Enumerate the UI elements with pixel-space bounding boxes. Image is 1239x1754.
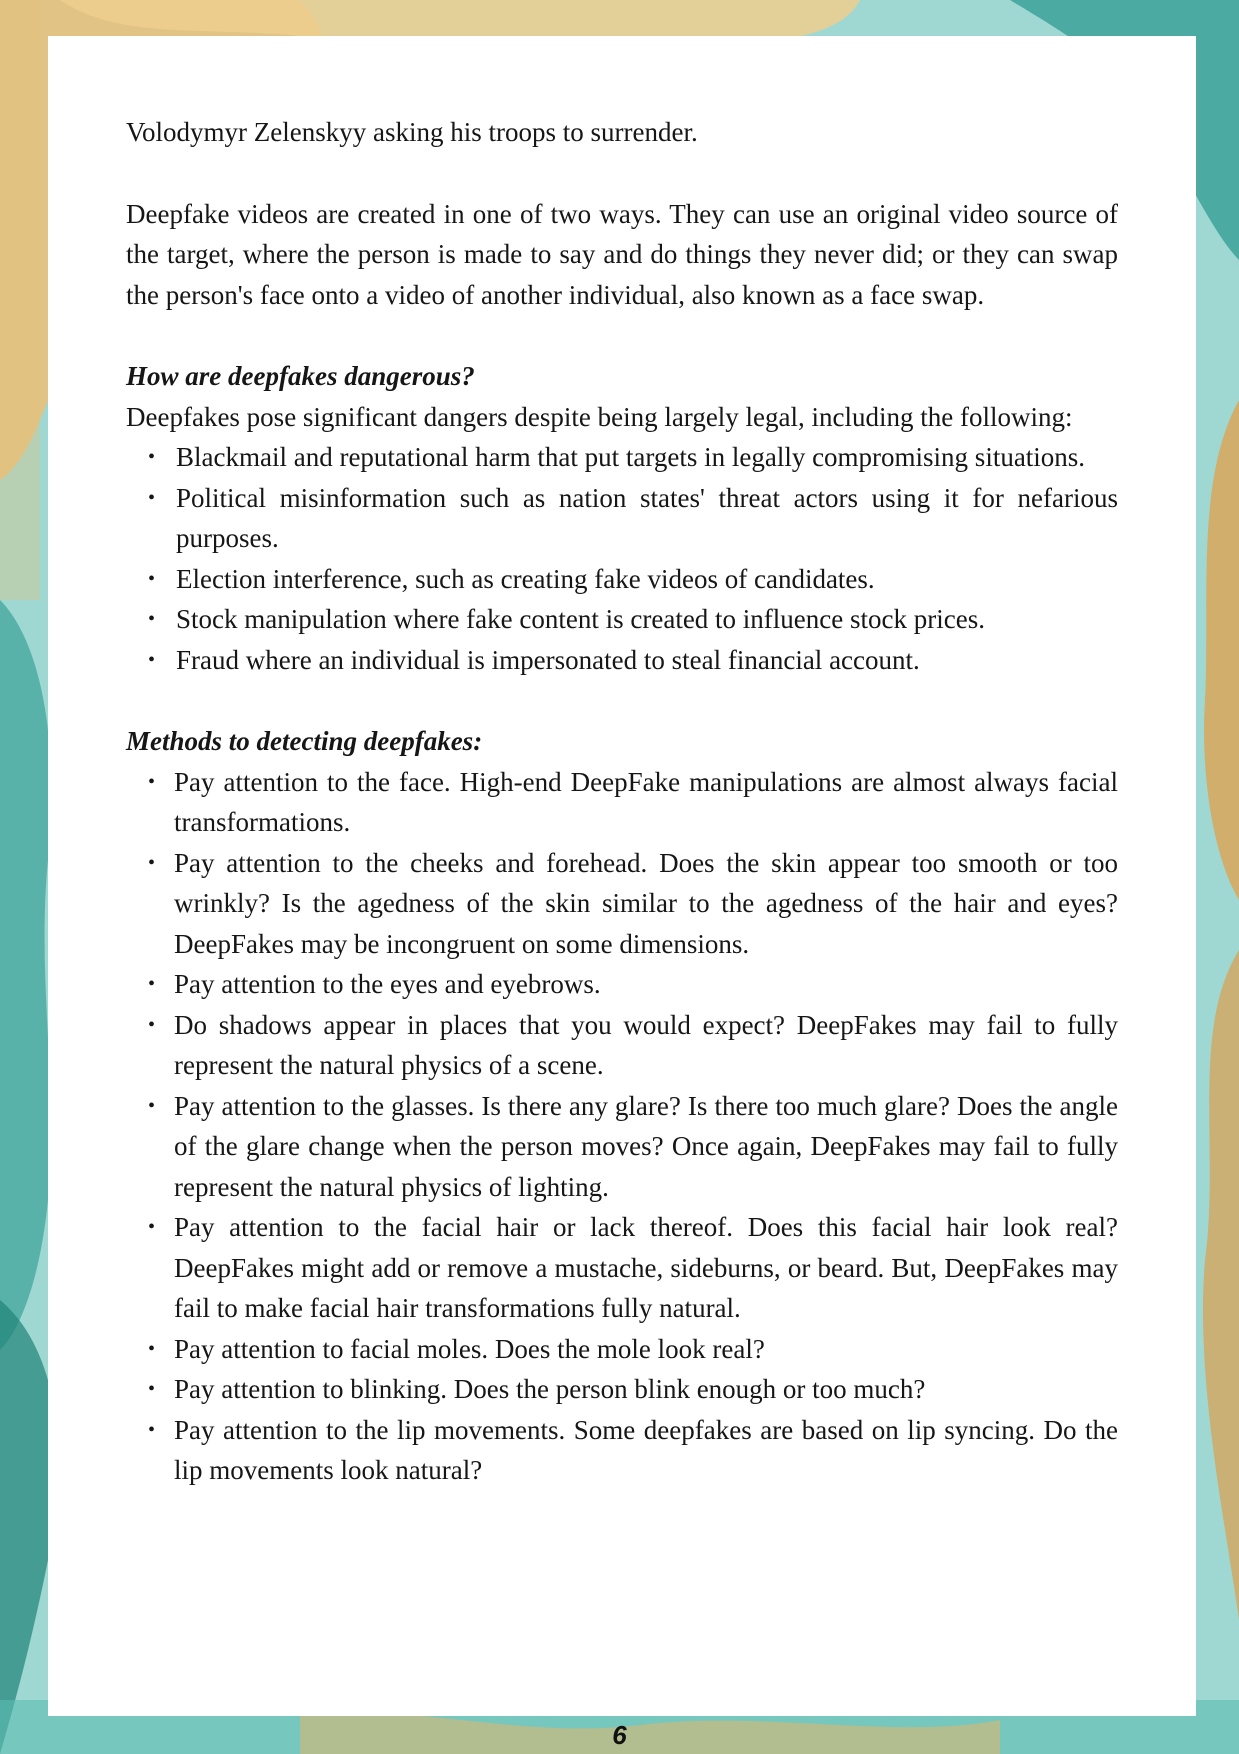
list-item-text: Election interference, such as creating fake videos of candidates. (176, 563, 875, 594)
bullet: • (148, 648, 156, 671)
list-item-text: Pay attention to the cheeks and forehead. Does the skin appear too smooth or too wrinkly? Is the agedness of the skin similar to the agedness of the hair and eyes? DeepFakes may be incongruent on some dimensions. (174, 847, 1118, 959)
bullet: • (148, 770, 156, 793)
dangers-list (126, 437, 1118, 680)
list-item-text: Stock manipulation where fake content is created to influence stock prices. (176, 604, 985, 634)
list-item (126, 559, 1118, 600)
spacer (126, 680, 1118, 721)
dangers-intro: Deepfakes pose significant dangers despite being largely legal, including the following: (126, 401, 1073, 432)
spacer (126, 315, 1118, 356)
list-item (126, 478, 1118, 559)
list-item (126, 1369, 1118, 1410)
bullet: • (148, 1094, 156, 1117)
intro-paragraph-2: Deepfake videos are created in one of two ways. They can use an original video source of the target, where the person is made to say and do things they never did; or they can swap the person's face onto a video of another individual, also known as a face swap. (126, 198, 1118, 310)
list-item-text: Pay attention to the facial hair or lack thereof. Does this facial hair look real? DeepFakes might add or remove a mustache, sideburns, or beard. But, DeepFakes may fail to make facial hair transformations fully natural. (174, 1212, 1118, 1323)
bullet: • (148, 1337, 156, 1360)
list-item-text: Political misinformation such as nation states' threat actors using it for nefarious purposes. (176, 482, 1118, 553)
list-item (126, 1410, 1118, 1491)
list-item (126, 1005, 1118, 1086)
dangers-heading: How are deepfakes dangerous? (126, 361, 475, 391)
intro-paragraph-1: Volodymyr Zelenskyy asking his troops to surrender. (126, 117, 698, 147)
bullet: • (148, 1216, 156, 1238)
bullet: • (148, 446, 156, 468)
list-item-text: Pay attention to blinking. Does the person blink enough or too much? (174, 1374, 926, 1404)
bullet: • (148, 973, 156, 995)
list-item-text: Pay attention to the face. High-end DeepFake manipulations are almost always facial transformations. (174, 766, 1118, 837)
list-item (126, 640, 1118, 681)
bullet: • (148, 567, 156, 590)
bullet: • (148, 1013, 156, 1036)
methods-list (126, 762, 1118, 1491)
bullet: • (148, 851, 156, 874)
list-item-text: Pay attention to the glasses. Is there any glare? Is there too much glare? Does the angle of the glare change when the person moves? Once again, DeepFakes may fail to fully represent the natural physics of lighting. (174, 1090, 1118, 1202)
list-item-text: Fraud where an individual is impersonated to steal financial account. (176, 644, 920, 675)
list-item (126, 599, 1118, 640)
list-item (126, 1086, 1118, 1208)
list-item (126, 1329, 1118, 1370)
bullet: • (148, 608, 156, 630)
bullet: • (148, 486, 156, 509)
list-item (126, 964, 1118, 1005)
list-item (126, 1207, 1118, 1329)
list-item (126, 437, 1118, 478)
list-item (126, 843, 1118, 965)
list-item-text: Pay attention to the eyes and eyebrows. (174, 969, 601, 999)
methods-heading: Methods to detecting deepfakes: (126, 726, 483, 756)
list-item-text: Pay attention to the lip movements. Some deepfakes are based on lip syncing. Do the lip movements look natural? (174, 1414, 1118, 1485)
bullet: • (148, 1378, 156, 1400)
list-item (126, 762, 1118, 843)
document-body (126, 112, 1118, 1491)
page-number: 6 (612, 1720, 627, 1750)
list-item-text: Pay attention to facial moles. Does the mole look real? (174, 1333, 765, 1364)
spacer (126, 153, 1118, 194)
bullet: • (148, 1418, 156, 1441)
list-item-text: Do shadows appear in places that you would expect? DeepFakes may fail to fully represent the natural physics of a scene. (174, 1009, 1118, 1080)
list-item-text: Blackmail and reputational harm that put targets in legally compromising situations. (176, 442, 1086, 472)
